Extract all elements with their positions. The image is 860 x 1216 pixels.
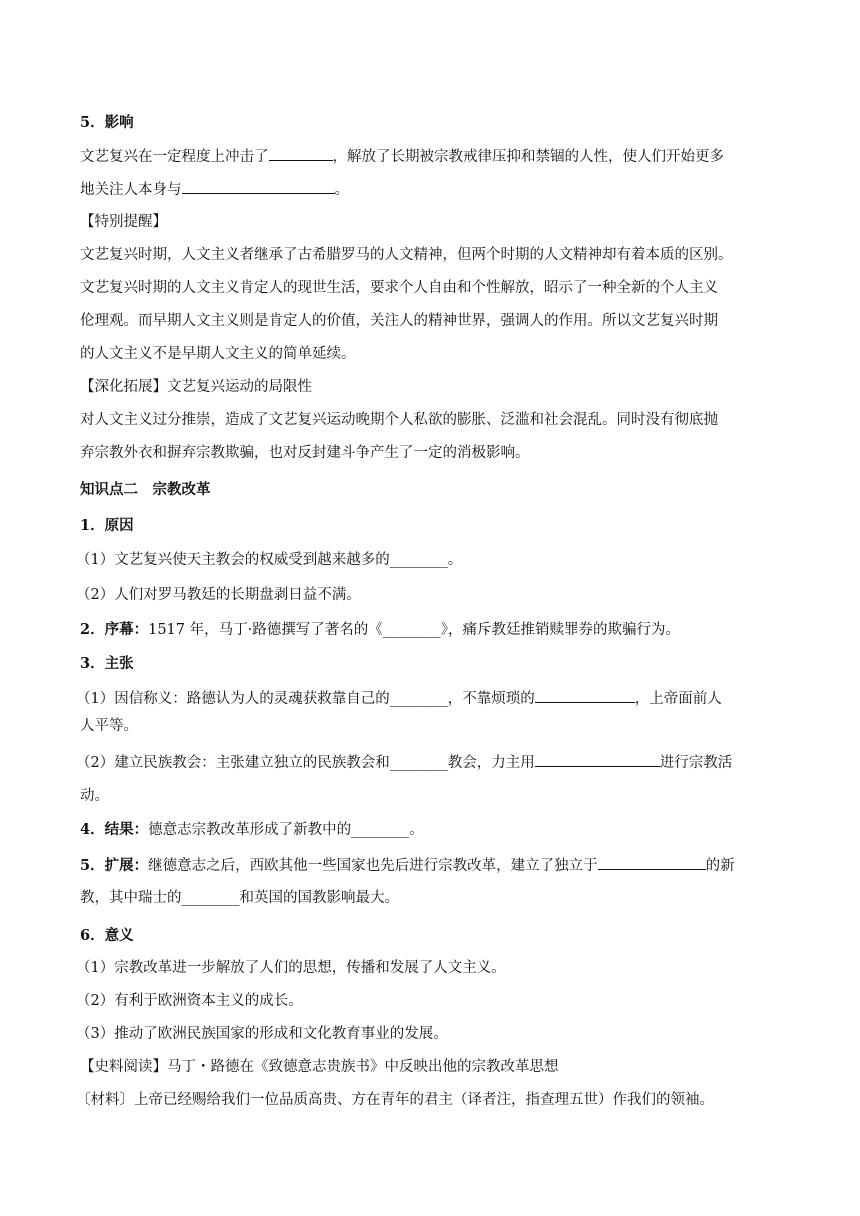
prelude-text-b: 》，痛斥教廷推销赎罪券的欺骗行为。 [440, 622, 680, 638]
answer-blank[interactable] [182, 179, 335, 194]
cause-item-1-end: 。 [447, 552, 463, 568]
special-reminder-title: 【特别提醒】 [80, 214, 167, 230]
answer-blank[interactable]: ________ [181, 890, 240, 906]
section-heading-influence: 5．影响 [80, 114, 134, 131]
answer-blank[interactable] [598, 855, 706, 870]
expand-cont [80, 888, 399, 908]
reading-material: 〔材料〕上帝已经赐给我们一位品质高贵、方在青年的君主（译者注，指查理五世）作我们的领袖。 [76, 1092, 714, 1108]
reading-title: 马丁・路德在《致德意志贵族书》中反映出他的宗教改革思想 [167, 1059, 559, 1075]
cause-heading: 1．原因 [80, 517, 134, 534]
claims-item-2-end: 进行宗教活 [659, 755, 733, 771]
result-text: 德意志宗教改革形成了新教中的 [148, 822, 352, 838]
claims-item-2-mid: 教会，力主用 [447, 755, 535, 771]
meaning-item: （2）有利于欧洲资本主义的成长。 [76, 993, 303, 1009]
reminder-line: 文艺复兴时期，人文主义者继承了古希腊罗马的人文精神，但两个时期的人文精神却有着本质的区别。 [80, 247, 733, 263]
reminder-line: 伦理观。而早期人文主义则是肯定人的价值，关注人的精神世界，强调人的作用。所以文艺复兴时期 [80, 313, 718, 329]
claims-heading: 3．主张 [80, 655, 134, 672]
prelude-line [80, 620, 680, 640]
influence-text-b: ，解放了长期被宗教戒律压抑和禁锢的人性，使人们开始更多 [332, 149, 724, 165]
expand-cont-end: 和英国的国教影响最大。 [239, 890, 399, 906]
influence-line-2 [80, 179, 349, 200]
claims-item-2-text: （2）建立民族教会：主张建立独立的民族教会和 [76, 755, 390, 771]
result-end: 。 [409, 822, 424, 838]
claims-item-1-cont: 人平等。 [80, 718, 138, 734]
cause-item-2: （2）人们对罗马教廷的长期盘剥日益不满。 [76, 587, 361, 603]
deepen-title: 文艺复兴运动的局限性 [167, 379, 312, 395]
answer-blank[interactable] [535, 688, 635, 703]
answer-blank[interactable] [269, 146, 333, 161]
deepen-heading [80, 377, 312, 397]
claims-item-2-cont: 动。 [80, 788, 109, 804]
reading-heading [80, 1057, 559, 1077]
meaning-heading: 6．意义 [80, 927, 134, 944]
claims-item-1-end: ，上帝面前人 [634, 691, 722, 707]
claims-item-1-text: （1）因信称义：路德认为人的灵魂获救靠自己的 [76, 691, 390, 707]
result-label: 4．结果： [80, 821, 149, 838]
cause-item-1-text: （1）文艺复兴使天主教会的权威受到越来越多的 [76, 552, 390, 568]
answer-blank[interactable]: ________ [389, 691, 448, 707]
expand-label: 5．扩展： [80, 857, 149, 874]
prelude-label: 2．序幕： [80, 621, 149, 638]
answer-blank[interactable] [535, 752, 660, 767]
deepen-tag: 【深化拓展】 [80, 379, 167, 395]
answer-blank[interactable]: ________ [389, 552, 448, 568]
influence-text-d: 。 [334, 182, 349, 198]
prelude-text-a: 1517 年，马丁·路德撰写了著名的《 [148, 622, 383, 638]
reading-tag: 【史料阅读】 [80, 1059, 167, 1075]
answer-blank[interactable]: ________ [389, 755, 448, 771]
claims-item-1-mid: ，不靠烦琐的 [447, 691, 535, 707]
expand-cont-text: 教，其中瑞士的 [80, 890, 182, 906]
influence-text-c: 地关注人本身与 [80, 182, 182, 198]
knowledge-point-2-title: 知识点二 宗教改革 [80, 481, 211, 498]
influence-text-a: 文艺复兴在一定程度上冲击了 [80, 149, 269, 165]
deepen-line: 弃宗教外衣和摒弃宗教欺骗，也对反封建斗争产生了一定的消极影响。 [80, 445, 530, 461]
expand-text: 继德意志之后，西欧其他一些国家也先后进行宗教改革，建立了独立于 [148, 858, 598, 874]
reminder-line: 文艺复兴时期的人文主义肯定人的现世生活，要求个人自由和个性解放，昭示了一种全新的个人主义 [80, 280, 718, 296]
answer-blank[interactable]: ________ [382, 622, 441, 638]
meaning-item: （1）宗教改革进一步解放了人们的思想，传播和发展了人文主义。 [76, 960, 506, 976]
meaning-item: （3）推动了欧洲民族国家的形成和文化教育事业的发展。 [76, 1026, 448, 1042]
expand-end: 的新 [705, 858, 735, 874]
expand-line [80, 855, 735, 876]
answer-blank[interactable]: ________ [351, 822, 410, 838]
claims-item-1 [76, 688, 722, 709]
influence-line-1 [80, 146, 724, 167]
reminder-line: 的人文主义不是早期人文主义的简单延续。 [80, 346, 356, 362]
result-line [80, 820, 424, 840]
cause-item-1 [76, 550, 462, 570]
deepen-line: 对人文主义过分推崇，造成了文艺复兴运动晚期个人私欲的膨胀、泛滥和社会混乱。同时没有彻底抛 [80, 412, 718, 428]
claims-item-2 [76, 752, 732, 773]
